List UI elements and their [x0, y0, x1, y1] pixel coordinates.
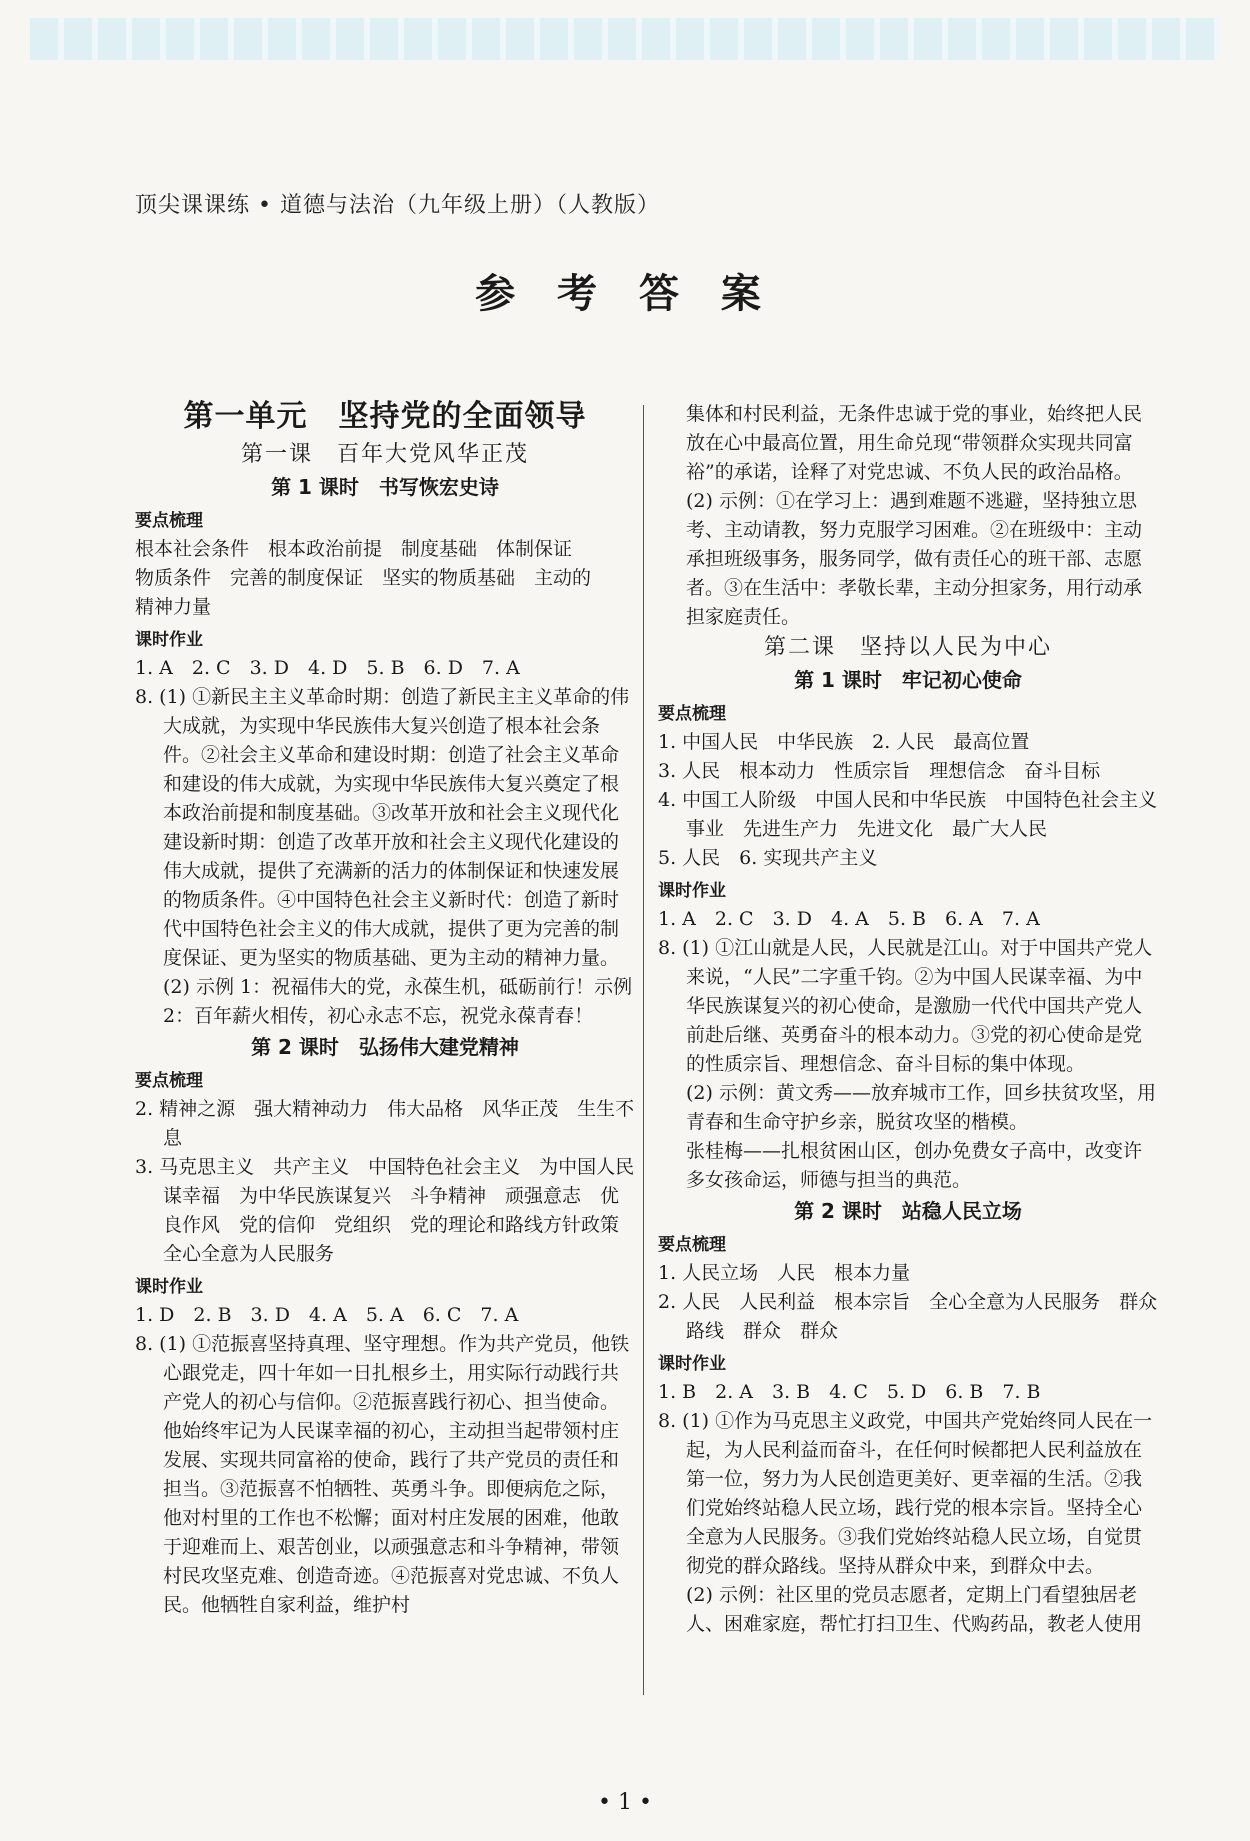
choice-answers: 1. D 2. B 3. D 4. A 5. A 6. C 7. A [135, 1304, 519, 1326]
section-label: 课时作业 [658, 881, 726, 901]
section-label: 要点梳理 [135, 1071, 203, 1091]
choice-answers: 1. A 2. C 3. D 4. A 5. B 6. A 7. A [658, 908, 1040, 930]
answer-item: 张桂梅——扎根贫困山区，创办免费女子高中，改变许多女孩命运，师德与担当的典范。 [686, 1140, 1143, 1191]
section-label: 课时作业 [658, 1354, 726, 1374]
column-divider [643, 405, 644, 1695]
top-decorative-strip [30, 18, 1220, 60]
section-label: 要点梳理 [658, 704, 726, 724]
choice-answers: 1. B 2. A 3. B 4. C 5. D 6. B 7. B [658, 1381, 1041, 1403]
lesson-title: 第一课 百年大党风华正茂 [240, 442, 529, 467]
unit-title: 第一单元 坚持党的全面领导 [183, 399, 587, 434]
answer-item: 8. (1) ①范振喜坚持真理、坚守理想。作为共产党员，他铁心跟党走，四十年如一日扎根乡土，用实际行动践行共产党人的初心与信仰。②范振喜践行初心、担当使命。他始终牢记为人民谋幸福的初心，主动担当起带领村庄发展、实现共同富裕的使命，践行了共产党员的责任和担当。③范振喜不怕牺牲、英勇斗争。即便病危之际，他对村里的工作也不松懈；面对村庄发展的困难，他敢于迎难而上、艰苦创业，以顽强意志和斗争精神，带领村民攻坚克难、创造奇迹。④范振喜对党忠诚、不负人民。他牺牲自家利益，维护村 [135, 1333, 630, 1616]
key-point-item: 5. 人民 6. 实现共产主义 [658, 847, 878, 869]
answer-item: 8. (1) ①作为马克思主义政党，中国共产党始终同人民在一起，为人民利益而奋斗，在任何时候都把人民利益放在第一位，努力为人民创造更美好、更幸福的生活。②我们党始终站稳人民立场，践行党的根本宗旨。坚持全心全意为人民服务。③我们党始终站稳人民立场，自觉贯彻党的群众路线。坚持从群众中来，到群众中去。 [658, 1410, 1153, 1577]
lesson-title: 第二课 坚持以人民为中心 [763, 635, 1052, 660]
section-label: 要点梳理 [658, 1235, 726, 1255]
right-column [658, 400, 1158, 1639]
key-point-item: 4. 中国工人阶级 中国人民和中华民族 中国特色社会主义事业 先进生产力 先进文化 最广大人民 [658, 789, 1158, 840]
answer-item: 8. (1) ①江山就是人民，人民就是江山。对于中国共产党人来说，“人民”二字重千钧。②为中国人民谋幸福、为中华民族谋复兴的初心使命，是激励一代代中国共产党人前赴后继、英勇奋斗的根本动力。③党的初心使命是党的性质宗旨、理想信念、奋斗目标的集中体现。 [658, 937, 1153, 1075]
key-point-item: 3. 马克思主义 共产主义 中国特色社会主义 为中国人民谋幸福 为中华民族谋复兴 斗争精神 顽强意志 优良作风 党的信仰 党组织 党的理论和路线方针政策 全心全意为人民服务 [135, 1156, 639, 1265]
period-title: 第 2 课时 站稳人民立场 [794, 1199, 1022, 1223]
period-title: 第 1 课时 书写恢宏史诗 [271, 475, 499, 499]
key-point-line: 物质条件 完善的制度保证 坚实的物质基础 主动的 [135, 567, 592, 589]
choice-answers: 1. A 2. C 3. D 4. D 5. B 6. D 7. A [135, 657, 520, 679]
key-point-item: 1. 中国人民 中华民族 2. 人民 最高位置 [658, 731, 1030, 753]
answer-item: 8. (1) ①新民主主义革命时期：创造了新民主主义革命的伟大成就，为实现中华民族伟大复兴创造了根本社会条件。②社会主义革命和建设时期：创造了社会主义革命和建设的伟大成就，为实现中华民族伟大复兴奠定了根本政治前提和制度基础。③改革开放和社会主义现代化建设新时期：创造了改革开放和社会主义现代化建设的伟大成就，提供了充满新的活力的体制保证和快速发展的物质条件。④中国特色社会主义新时代：创造了新时代中国特色社会主义的伟大成就，提供了更为完善的制度保证、更为坚实的物质基础、更为主动的精神力量。 [135, 686, 630, 969]
book-header: 顶尖课课练 • 道德与法治（九年级上册）（人教版） [135, 193, 660, 218]
answer-item: (2) 示例：①在学习上：遇到难题不逃避，坚持独立思考、主动请教，努力克服学习困难。②在班级中：主动承担班级事务，服务同学，做有责任心的班干部、志愿者。③在生活中：孝敬长辈，主动分担家务，用行动承担家庭责任。 [686, 490, 1143, 628]
key-point-item: 2. 精神之源 强大精神动力 伟大品格 风华正茂 生生不息 [135, 1098, 635, 1149]
period-title: 第 2 课时 弘扬伟大建党精神 [251, 1035, 519, 1059]
key-point-item: 1. 人民立场 人民 根本力量 [658, 1262, 911, 1284]
answer-item: (2) 示例：黄文秀——放弃城市工作，回乡扶贫攻坚，用青春和生命守护乡亲，脱贫攻坚的楷模。 [686, 1082, 1156, 1133]
section-label: 要点梳理 [135, 511, 203, 531]
answer-continuation: 集体和村民利益，无条件忠诚于党的事业，始终把人民放在心中最高位置，用生命兑现“带领群众实现共同富裕”的承诺，诠释了对党忠诚、不负人民的政治品格。 [686, 403, 1143, 483]
answer-item: (2) 示例 1：祝福伟大的党，永葆生机，砥砺前行！示例 2：百年薪火相传，初心永志不忘，祝党永葆青春！ [163, 976, 633, 1027]
period-title: 第 1 课时 牢记初心使命 [794, 668, 1022, 692]
page-number: • 1 • [598, 1790, 652, 1815]
page-title: 参 考 答 案 [475, 271, 775, 317]
section-label: 课时作业 [135, 1277, 203, 1297]
key-point-line: 精神力量 [135, 596, 212, 618]
key-point-item: 2. 人民 人民利益 根本宗旨 全心全意为人民服务 群众路线 群众 群众 [658, 1291, 1158, 1342]
key-point-item: 3. 人民 根本动力 性质宗旨 理想信念 奋斗目标 [658, 760, 1101, 782]
key-point-line: 根本社会条件 根本政治前提 制度基础 体制保证 [135, 538, 573, 560]
left-column [135, 395, 639, 1620]
answer-item: (2) 示例：社区里的党员志愿者，定期上门看望独居老人、困难家庭，帮忙打扫卫生、代购药品，教老人使用 [686, 1584, 1143, 1635]
section-label: 课时作业 [135, 630, 203, 650]
